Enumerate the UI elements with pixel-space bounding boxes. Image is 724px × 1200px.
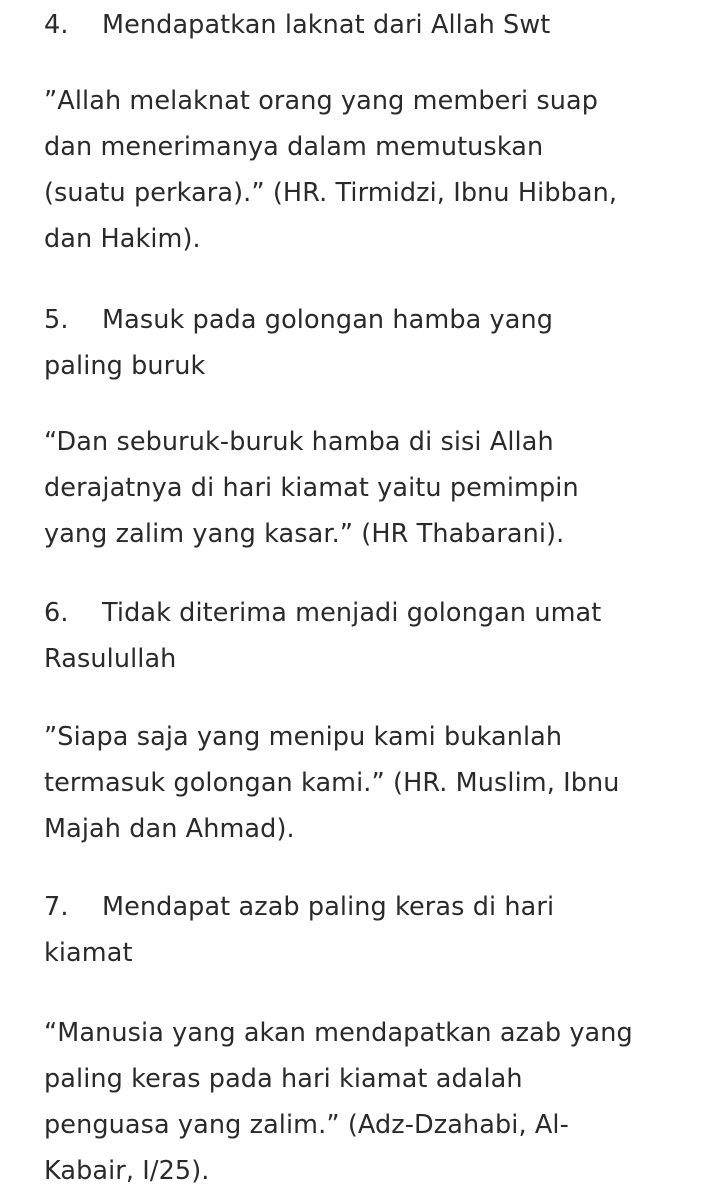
list-item-heading (44, 297, 553, 389)
list-item-heading (44, 884, 554, 976)
hadith-quote: ”Siapa saja yang menipu kami bukanlah termasuk golongan kami.” (HR. Muslim, Ibnu Majah dan Ahmad). (44, 722, 620, 844)
list-item-title: Mendapatkan laknat dari Allah Swt (102, 10, 551, 40)
list-item-number: 5. (44, 305, 69, 335)
list-item-title: Mendapat azab paling keras di hari kiamat (44, 892, 555, 968)
list-item-number: 4. (44, 10, 69, 40)
hadith-quote: ”Allah melaknat orang yang memberi suap dan menerimanya dalam memutuskan (suatu perkara).” (HR. Tirmidzi, Ibnu Hibban, dan Hakim). (44, 86, 618, 254)
list-item-number: 7. (44, 892, 69, 922)
list-item-number: 6. (44, 598, 69, 628)
list-item-title: Masuk pada golongan hamba yang paling buruk (44, 305, 554, 381)
list-item-title: Tidak diterima menjadi golongan umat Rasulullah (44, 598, 602, 674)
list-item-heading (44, 2, 550, 48)
hadith-quote: “Manusia yang akan mendapatkan azab yang paling keras pada hari kiamat adalah penguasa yang zalim.” (Adz-Dzahabi, Al- Kabair, I/25). (44, 1018, 633, 1186)
hadith-quote: “Dan seburuk-buruk hamba di sisi Allah derajatnya di hari kiamat yaitu pemimpin yang zalim yang kasar.” (HR Thabarani). (44, 427, 579, 549)
list-item-heading (44, 590, 601, 682)
